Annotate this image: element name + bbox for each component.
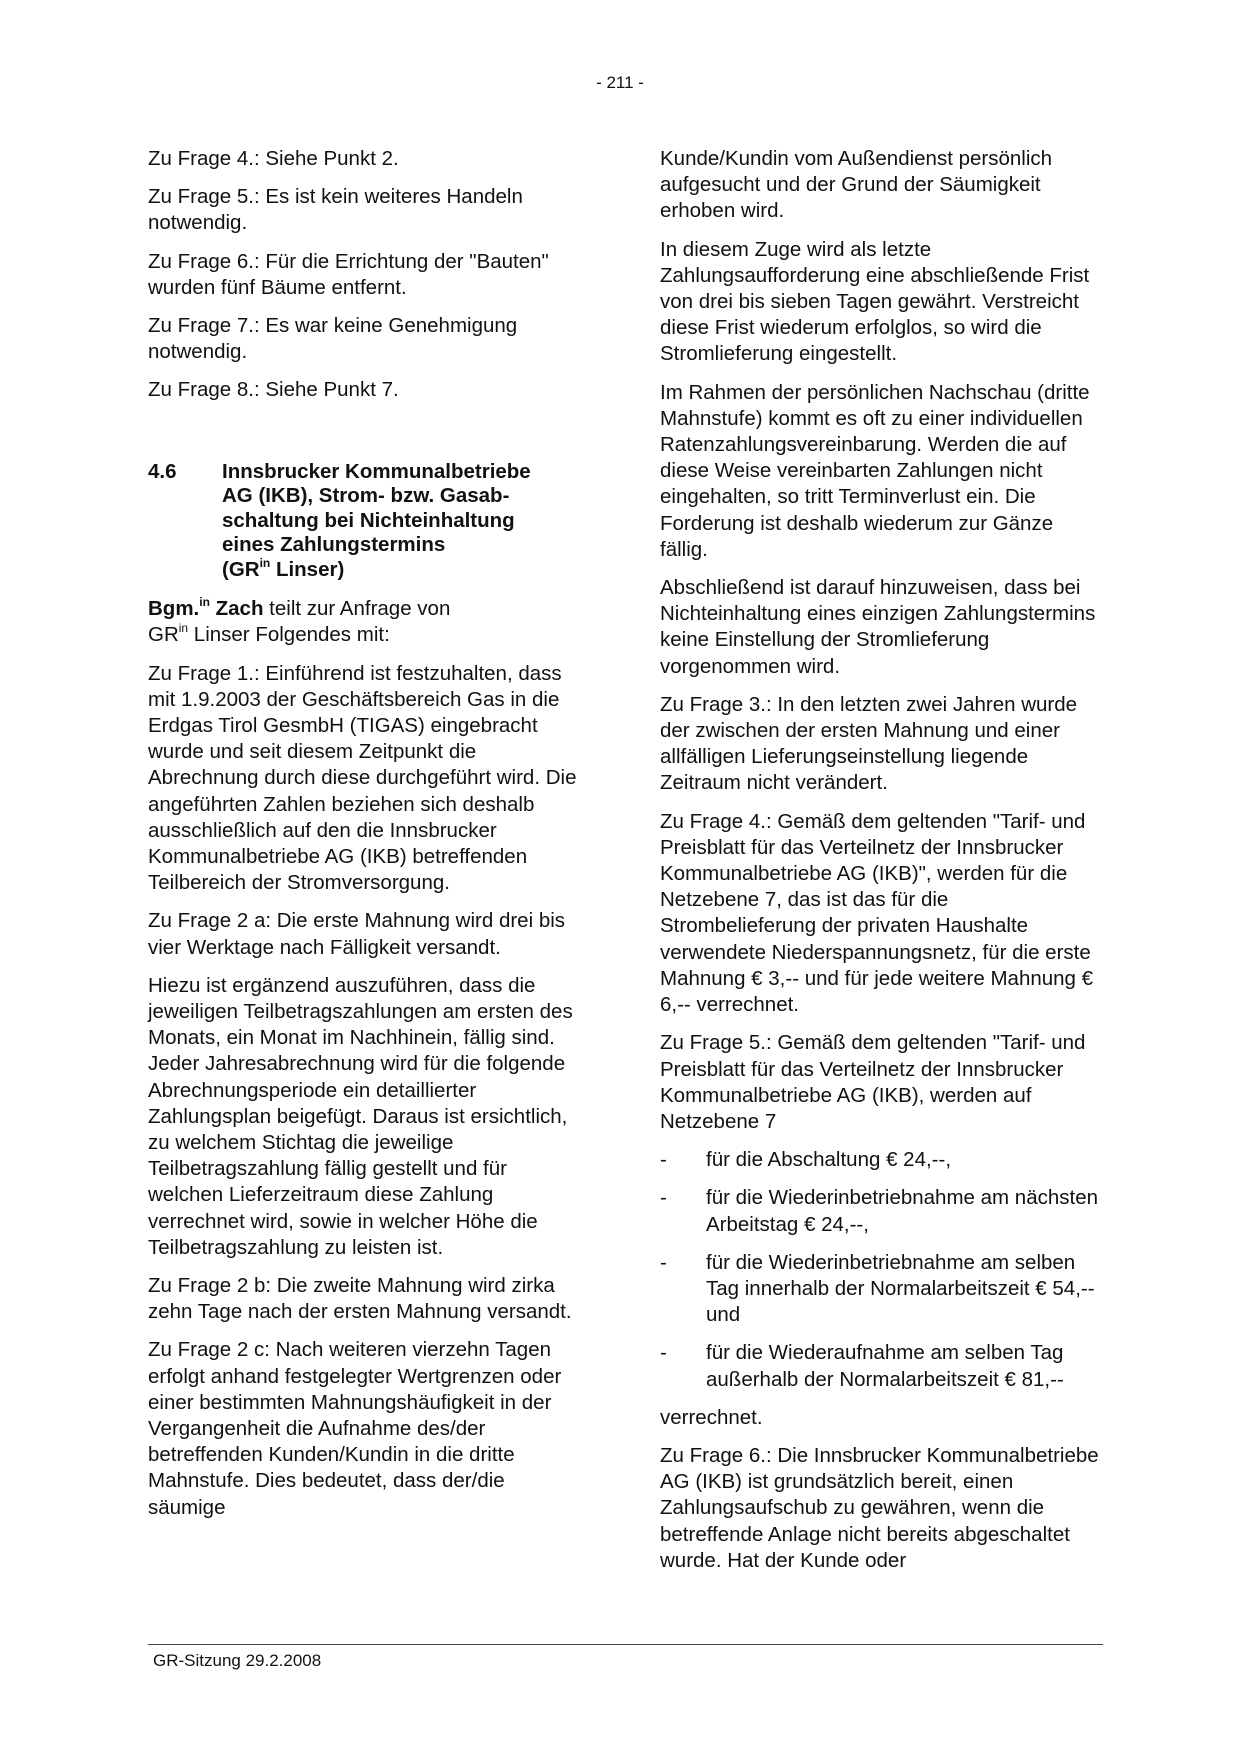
section-title <box>222 460 586 583</box>
speaker-superscript: in <box>199 595 210 610</box>
paragraph: Kunde/Kundin vom Außendienst persönlich aufgesucht und der Grund der Säumigkeit erhoben wird. <box>660 147 1053 223</box>
fee-list <box>660 1147 1106 1393</box>
paragraph: Zu Frage 2 b: Die zweite Mahnung wird zirka zehn Tage nach der ersten Mahnung versandt. <box>148 1274 572 1324</box>
section-number: 4.6 <box>148 459 177 483</box>
paragraph: Zu Frage 7.: Es war keine Genehmigung notwendig. <box>148 314 518 364</box>
paragraph: Zu Frage 4.: Gemäß dem geltenden "Tarif- und Preisblatt für das Verteilnetz der Innsbrucker Kommunalbetriebe AG (IKB)", werden für die Netzebene 7, das ist das für die Strombelieferung der privaten Haushalte verwendete Niederspannungsnetz, für die erste Mahnung € 3,-- und für jede weitere Mahnung € 6,-- verrechnet. <box>660 809 1094 1017</box>
paragraph: verrechnet. <box>660 1405 763 1429</box>
speaker-title: Bgm. <box>148 597 200 621</box>
list-item <box>660 1250 1106 1329</box>
list-item <box>660 1185 1106 1237</box>
section-title-line: AG (IKB), Strom- bzw. Gasab- <box>222 484 510 508</box>
author-name: Linser) <box>270 557 345 581</box>
paragraph: Zu Frage 6.: Für die Errichtung der "Bauten" wurden fünf Bäume entfernt. <box>148 249 549 299</box>
dash-bullet: - <box>660 1341 667 1365</box>
intro-text: Linser Folgendes mit: <box>188 623 390 647</box>
list-item <box>660 1340 1106 1392</box>
gr-superscript: in <box>178 621 189 636</box>
paragraph: Zu Frage 2 a: Die erste Mahnung wird drei bis vier Werktage nach Fälligkeit versandt. <box>148 909 566 959</box>
list-item-text: für die Wiederinbetriebnahme am nächsten Arbeitstag € 24,--, <box>706 1186 1098 1236</box>
footer-divider <box>148 1644 1103 1645</box>
dash-bullet: - <box>660 1186 667 1210</box>
author-superscript: in <box>259 555 271 570</box>
section-author <box>222 555 586 583</box>
paragraph: Zu Frage 3.: In den letzten zwei Jahren wurde der zwischen der ersten Mahnung und einer allfälligen Lieferungseinstellung liegende Zeitraum nicht verändert. <box>660 692 1078 795</box>
paragraph: Zu Frage 5.: Es ist kein weiteres Handeln notwendig. <box>148 185 523 235</box>
paragraph: Zu Frage 8.: Siehe Punkt 7. <box>148 378 399 402</box>
paragraph: Zu Frage 6.: Die Innsbrucker Kommunalbetriebe AG (IKB) ist grundsätzlich bereit, einen Zahlungsaufschub zu gewähren, wenn die betreffende Anlage nicht bereits abgeschaltet wurde. Hat der Kunde oder <box>660 1443 1099 1572</box>
paragraph: Im Rahmen der persönlichen Nachschau (dritte Mahnstufe) kommt es oft zu einer individuellen Ratenzahlungsvereinbarung. Werden die auf diese Weise vereinbarten Zahlungen nicht eingehalten, so tritt Terminverlust ein. Die Forderung ist deshalb wiederum zur Gänze fällig. <box>660 380 1090 561</box>
section-heading <box>148 460 586 583</box>
right-column <box>660 146 1106 1586</box>
paragraph: Zu Frage 1.: Einführend ist festzuhalten, dass mit 1.9.2003 der Geschäftsbereich Gas in die Erdgas Tirol GesmbH (TIGAS) eingebracht wurde und seit diesem Zeitpunkt die Abrechnung durch diese durchgeführt wird. Die angeführten Zahlen beziehen sich deshalb ausschließlich auf den die Innsbrucker Kommunalbetriebe AG (IKB) betreffenden Teilbereich der Stromversorgung. <box>148 661 577 895</box>
section-title-line: eines Zahlungstermins <box>222 533 446 557</box>
speaker-name: Zach <box>209 597 264 621</box>
paragraph: Zu Frage 4.: Siehe Punkt 2. <box>148 147 399 170</box>
page-number: - 211 - <box>596 73 644 92</box>
author-prefix: (GR <box>222 557 260 581</box>
dash-bullet: - <box>660 1250 667 1274</box>
dash-bullet: - <box>660 1148 667 1172</box>
section-title-line: schaltung bei Nichteinhaltung <box>222 508 515 532</box>
paragraph: In diesem Zuge wird als letzte Zahlungsaufforderung eine abschließende Frist von drei bis sieben Tagen gewährt. Verstreicht diese Frist wiederum erfolglos, so wird die Stromlieferung eingestellt. <box>660 237 1090 366</box>
list-item-text: für die Wiederinbetriebnahme am selben Tag innerhalb der Normalarbeitszeit € 54,-- und <box>706 1250 1095 1327</box>
paragraph: Zu Frage 5.: Gemäß dem geltenden "Tarif- und Preisblatt für das Verteilnetz der Innsbrucker Kommunalbetriebe AG (IKB), werden auf Netzebene 7 <box>660 1031 1086 1133</box>
list-item-text: für die Wiederaufnahme am selben Tag außerhalb der Normalarbeitszeit € 81,-- <box>706 1341 1064 1391</box>
paragraph: Abschließend ist darauf hinzuweisen, dass bei Nichteinhaltung eines einzigen Zahlungstermins keine Einstellung der Stromlieferung vorgenommen wird. <box>660 576 1096 678</box>
footer-text: GR-Sitzung 29.2.2008 <box>153 1651 322 1670</box>
section-title-line: Innsbrucker Kommunalbetriebe <box>222 459 531 483</box>
left-column <box>148 146 586 1533</box>
paragraph: Zu Frage 2 c: Nach weiteren vierzehn Tagen erfolgt anhand festgelegter Wertgrenzen oder einer bestimmten Mahnungshäufigkeit in der Vergangenheit die Aufnahme des/der betreffenden Kunden/Kundin in die dritte Mahnstufe. Dies bedeutet, dass der/die säumige <box>148 1338 562 1519</box>
list-item-text: für die Abschaltung € 24,--, <box>706 1148 952 1172</box>
intro-paragraph <box>148 596 586 648</box>
gr-title: GR <box>148 623 179 647</box>
paragraph: Hiezu ist ergänzend auszuführen, dass die jeweiligen Teilbetragszahlungen am ersten des Monats, ein Monat im Nachhinein, fällig sind. Jeder Jahresabrechnung wird für die folgende Abrechnungsperiode ein detaillierter Zahlungsplan beigefügt. Daraus ist ersichtlich, zu welchem Stichtag die jeweilige Teilbetragszahlung fällig gestellt und für welchen Lieferzeitraum diese Zahlung verrechnet wird, sowie in welcher Höhe die Teilbetragszahlung zu leisten ist. <box>148 973 573 1259</box>
intro-text: teilt zur Anfrage von <box>263 597 451 621</box>
list-item <box>660 1147 1106 1173</box>
